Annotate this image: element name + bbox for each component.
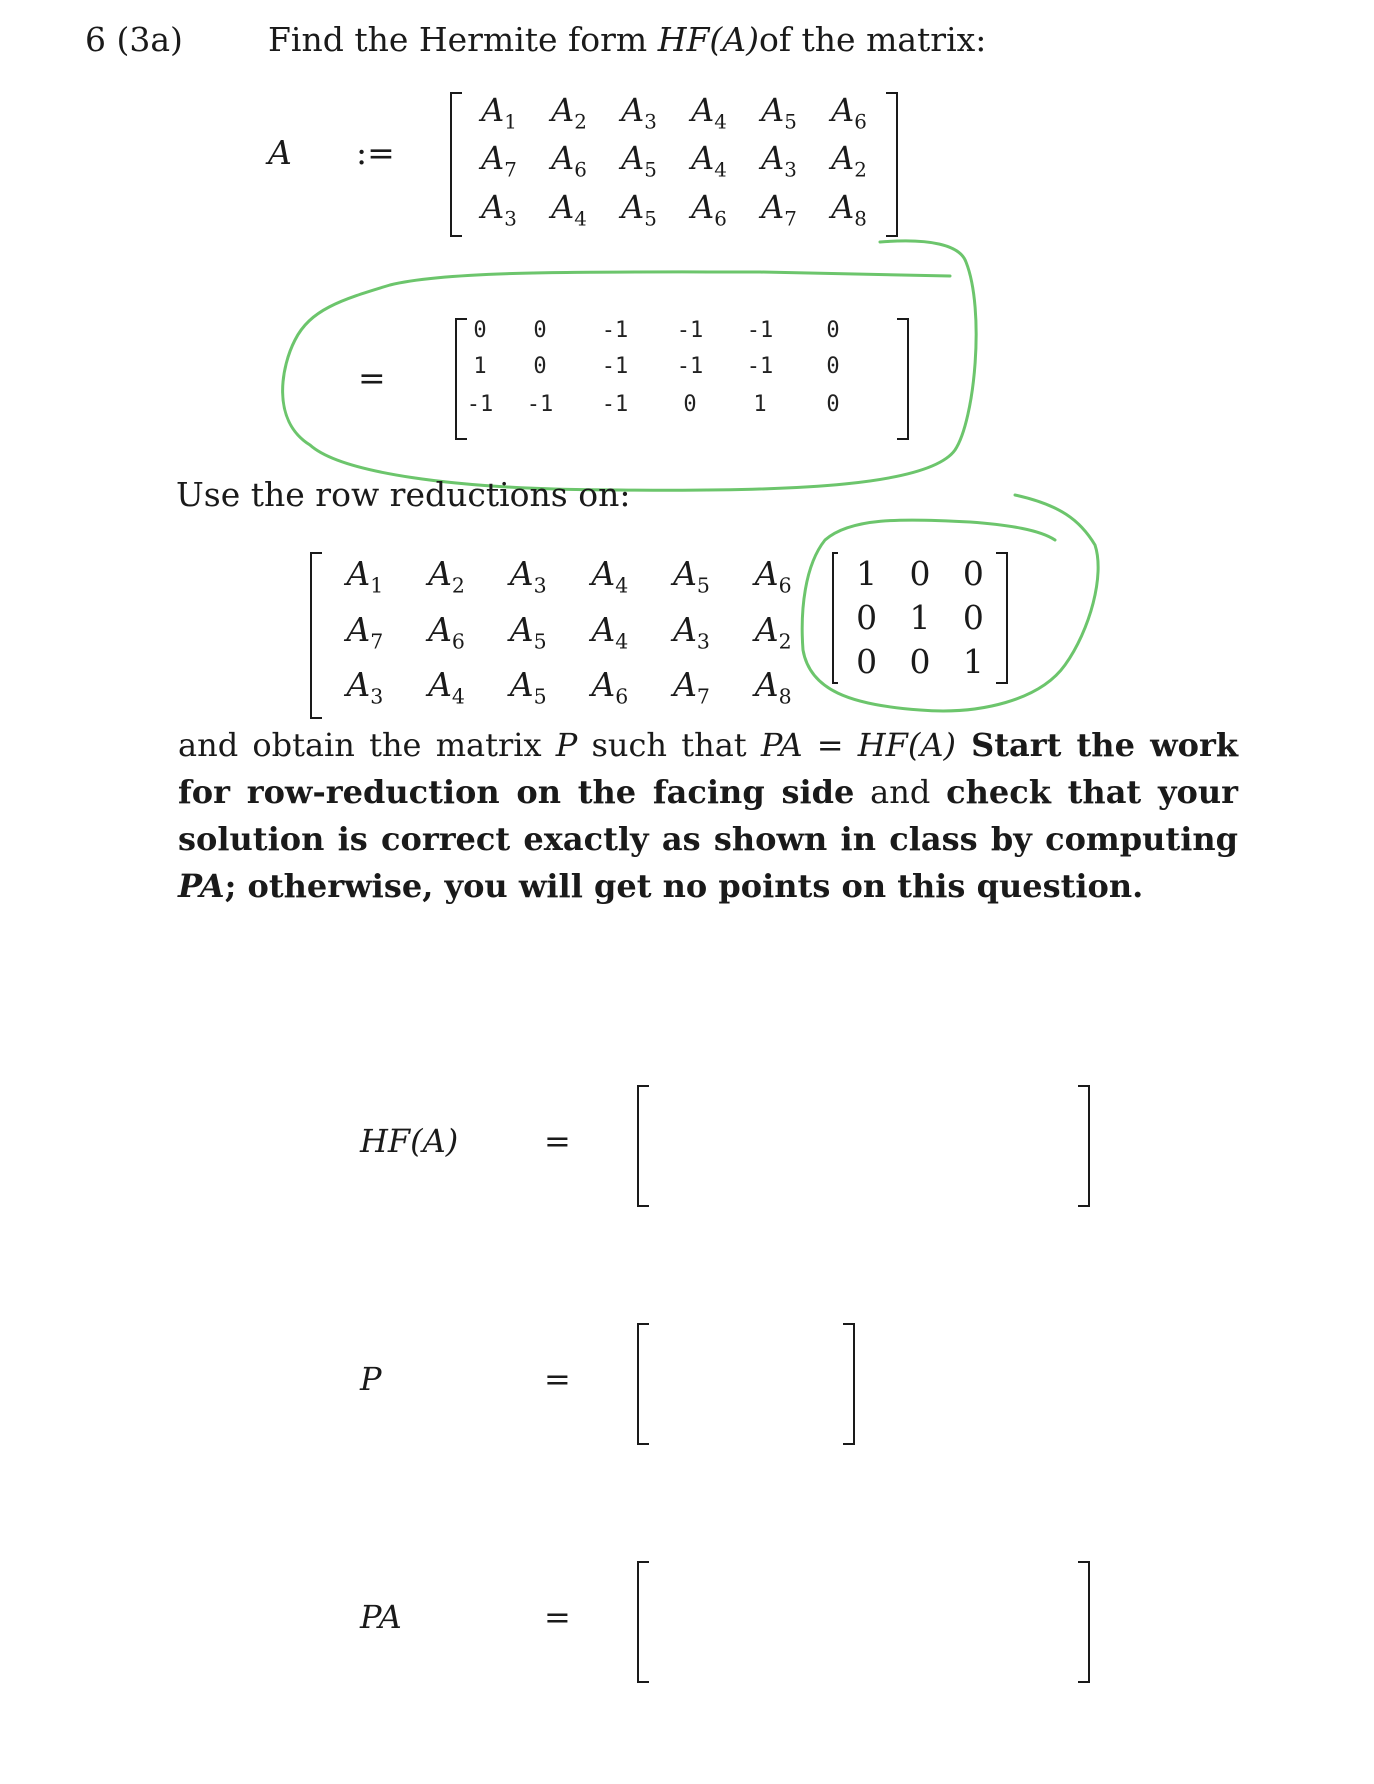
assign-symbol: := — [356, 133, 395, 172]
augmented-left-cell: $A_4$ — [591, 554, 629, 598]
answer-pa-right-bracket — [1078, 1561, 1090, 1683]
matrix-a-cell: $A_3$ — [761, 139, 797, 182]
augmented-left-cell: $A_7$ — [346, 609, 384, 654]
instr-text-2: such that — [577, 726, 761, 764]
answer-equals-hfa: = — [544, 1122, 571, 1160]
answer-label-p: P — [360, 1360, 382, 1398]
instr-bold-2: check that your solution is correct exactly as shown in class by computing — [178, 773, 1239, 858]
handwritten-cell: 1 — [753, 392, 767, 417]
prompt-text: Find the Hermite form — [268, 20, 658, 59]
question-prompt — [268, 20, 986, 60]
identity-cell: 1 — [909, 598, 931, 637]
matrix-a-cell: $A_7$ — [761, 187, 797, 231]
handwritten-cell: 0 — [533, 354, 547, 379]
matrix-a-cell: $A_5$ — [621, 187, 657, 231]
augmented-left-cell: $A_5$ — [509, 609, 547, 654]
identity-cell: 0 — [962, 554, 984, 593]
matrix-a-cell: $A_2$ — [831, 139, 867, 182]
handwritten-cell: -1 — [601, 318, 629, 343]
answer-equals-p: = — [544, 1360, 571, 1398]
handwritten-cell: -1 — [746, 354, 774, 379]
question-number: 6 (3a) — [85, 20, 183, 59]
handwritten-cell: 0 — [826, 318, 840, 343]
augmented-left-cell: $A_8$ — [754, 665, 792, 709]
matrix-a-cell: $A_1$ — [481, 91, 517, 134]
answer-p-right-bracket — [843, 1323, 855, 1445]
handwritten-cell: 1 — [473, 354, 487, 379]
instr-text-1: and obtain the matrix — [178, 726, 556, 764]
handwritten-right-bracket — [897, 318, 909, 440]
matrix-a-definition — [450, 92, 898, 237]
answer-label-pa: PA — [360, 1598, 402, 1636]
matrix-a-cell: $A_5$ — [621, 139, 657, 182]
matrix-a-cell: $A_2$ — [551, 91, 587, 134]
matrix-a-cell: $A_5$ — [761, 91, 797, 134]
matrix-a-label: A — [268, 133, 292, 172]
augmented-left-cell: $A_3$ — [509, 554, 547, 598]
augmented-left-cell: $A_3$ — [673, 609, 710, 654]
instr-text-3: and — [854, 773, 947, 811]
matrix-a-cell: $A_3$ — [481, 187, 517, 231]
handwritten-cell: 0 — [473, 318, 487, 343]
answer-pa-left-bracket — [637, 1561, 649, 1683]
augmented-left-cell: $A_6$ — [428, 609, 465, 654]
handwritten-cell: 0 — [826, 354, 840, 379]
identity-cell: 0 — [962, 598, 984, 637]
matrix-a-cell: $A_4$ — [691, 139, 727, 182]
handwritten-cell: -1 — [676, 318, 704, 343]
prompt-tail: of the matrix: — [758, 20, 987, 59]
augmented-matrix-left — [310, 552, 828, 719]
instr-math-p: P — [555, 726, 578, 764]
matrix-a-cell: $A_8$ — [831, 187, 867, 231]
handwritten-equals: = — [358, 358, 386, 397]
augmented-left-cell: $A_3$ — [346, 665, 384, 709]
instr-math-pa: PA — [760, 726, 803, 764]
instructions-paragraph — [178, 722, 1238, 910]
handwritten-cell: -1 — [601, 354, 629, 379]
handwritten-cell: 0 — [683, 392, 697, 417]
handwritten-cell: -1 — [746, 318, 774, 343]
augmented-left-cell: $A_6$ — [754, 554, 792, 598]
augmented-left-cell: $A_5$ — [509, 665, 547, 709]
identity-cell: 0 — [909, 554, 931, 593]
instr-bold-1: Start the work for row-reduction on the facing side — [178, 726, 1239, 811]
handwritten-cell: -1 — [466, 392, 494, 417]
identity-cell: 0 — [909, 642, 931, 681]
answer-label-hfa: HF(A) — [360, 1122, 459, 1160]
instr-math-hfa: HF(A) — [857, 726, 956, 764]
reduction-intro: Use the row reductions on: — [176, 475, 631, 514]
augmented-left-cell: $A_2$ — [428, 554, 465, 598]
matrix-a-cell: $A_6$ — [551, 139, 587, 182]
identity-cell: 0 — [856, 598, 878, 637]
answer-equals-pa: = — [544, 1598, 571, 1636]
augmented-left-cell: $A_2$ — [754, 609, 792, 654]
matrix-a-cell: $A_3$ — [621, 91, 657, 134]
matrix-a-cell: $A_6$ — [691, 187, 727, 231]
handwritten-cell: 0 — [826, 392, 840, 417]
augmented-left-cell: $A_6$ — [591, 665, 629, 709]
matrix-a-cell: $A_4$ — [691, 91, 727, 134]
prompt-math: HF(A) — [657, 20, 759, 59]
identity-cell: 1 — [856, 554, 878, 593]
matrix-a-cell: $A_7$ — [481, 139, 517, 182]
handwritten-cell: -1 — [676, 354, 704, 379]
answer-p-left-bracket — [637, 1323, 649, 1445]
augmented-left-cell: $A_4$ — [591, 609, 629, 654]
handwritten-cell: 0 — [533, 318, 547, 343]
answer-hfa-left-bracket — [637, 1085, 649, 1207]
matrix-a-cell: $A_6$ — [831, 91, 867, 134]
augmented-left-cell: $A_4$ — [428, 665, 465, 709]
instr-bold-3: ; otherwise, you will get no points on this question. — [224, 867, 1144, 905]
identity-cell: 0 — [856, 642, 878, 681]
instr-equals: = — [802, 726, 858, 764]
augmented-left-cell: $A_5$ — [673, 554, 710, 598]
handwritten-cell: -1 — [526, 392, 554, 417]
matrix-a-cell: $A_4$ — [551, 187, 587, 231]
handwritten-cell: -1 — [601, 392, 629, 417]
augmented-left-cell: $A_7$ — [673, 665, 710, 709]
identity-matrix — [832, 552, 1008, 684]
answer-hfa-right-bracket — [1078, 1085, 1090, 1207]
augmented-left-cell: $A_1$ — [346, 554, 384, 598]
instr-math-pa-2: PA — [178, 867, 225, 905]
identity-cell: 1 — [962, 642, 984, 681]
